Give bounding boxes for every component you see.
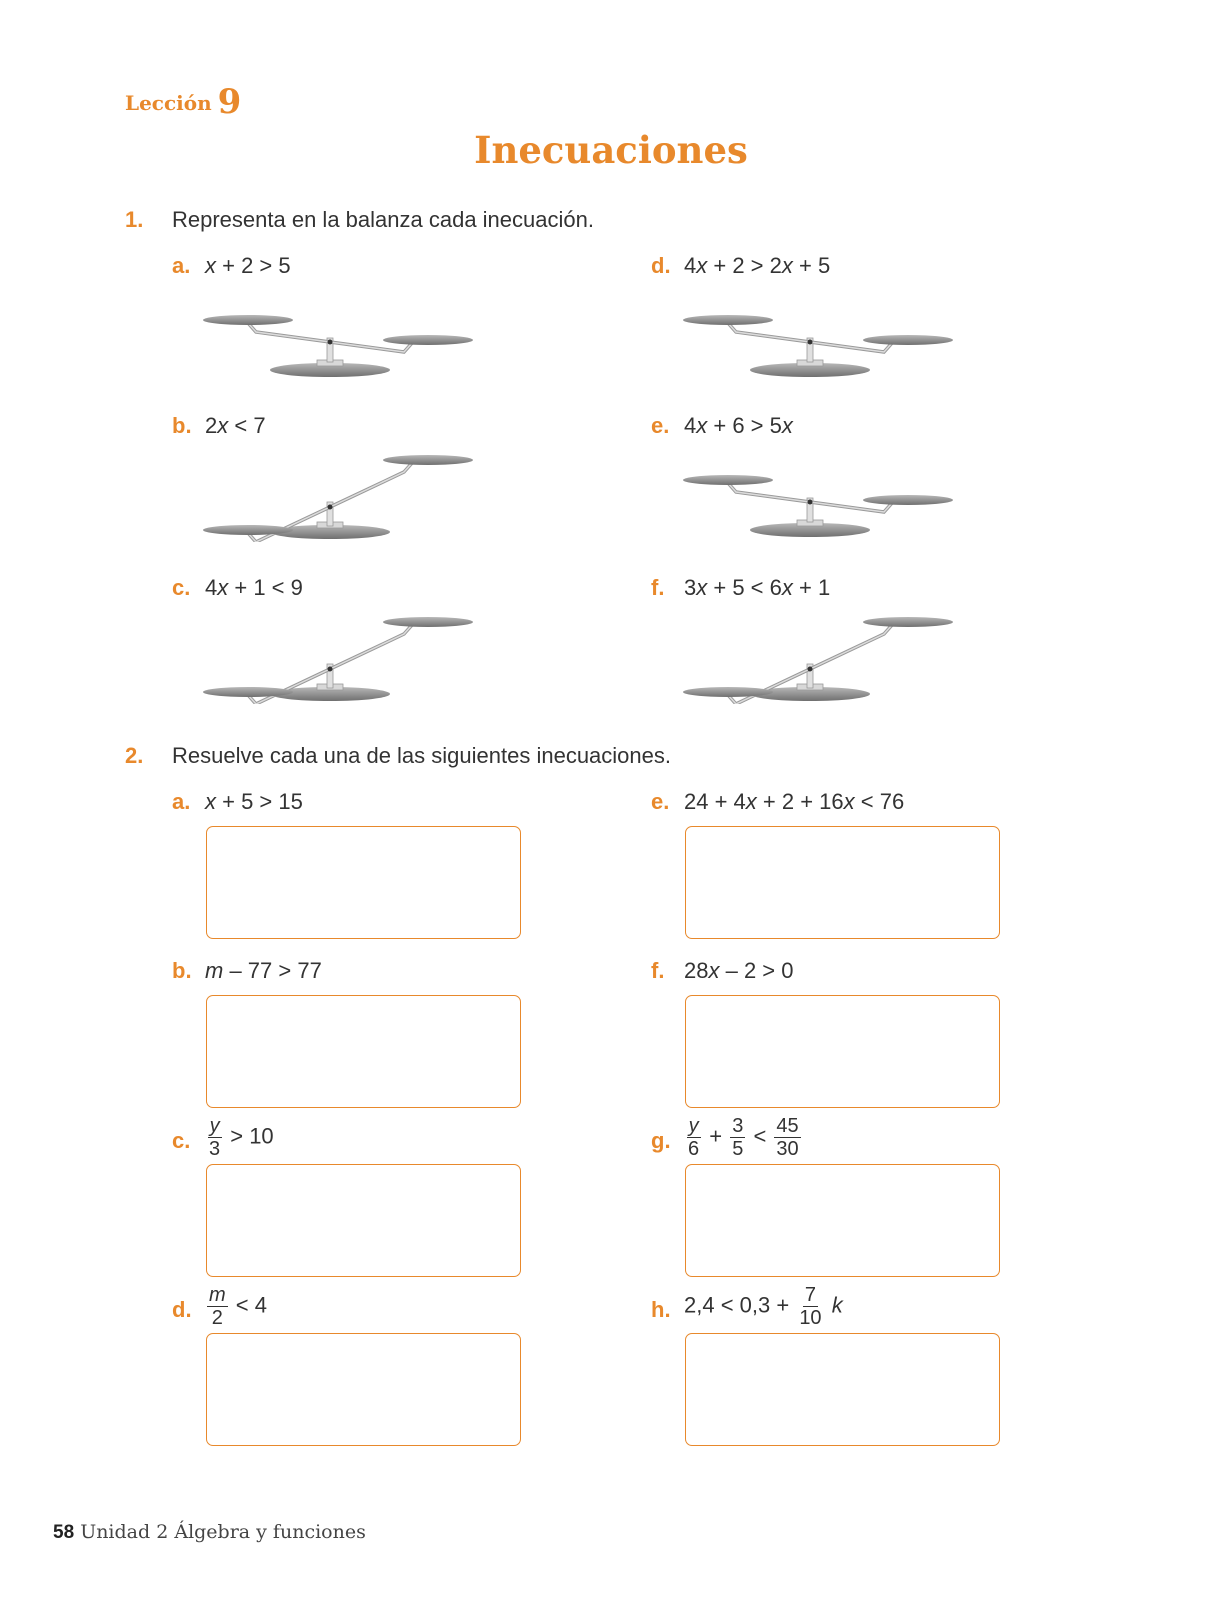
q1-item-inequation: 2x < 7 [205, 413, 266, 438]
question-2-number: 2. [125, 743, 144, 768]
q2-item-inequation: 24 + 4x + 2 + 16x < 76 [684, 789, 905, 814]
q2-item-inequation: x + 5 > 15 [205, 789, 303, 814]
footer-unit: Unidad 2 [80, 1521, 169, 1543]
answer-box[interactable] [206, 1164, 521, 1277]
q1-item-letter: f. [651, 575, 665, 600]
q2-item-letter: g. [651, 1128, 671, 1153]
footer-topic: Álgebra y funciones [174, 1521, 366, 1543]
q2-item-inequation: m – 77 > 77 [205, 958, 322, 983]
q1-item-letter: d. [651, 253, 671, 278]
balance-scale-image [680, 614, 960, 709]
q2-item-inequation: $\frac{m}{2}$ < 4 [209, 1284, 267, 1329]
question-2-text: Resuelve cada una de las siguientes inecuaciones. [172, 743, 671, 768]
balance-scale-image [200, 614, 480, 709]
q2-item-letter: a. [172, 789, 191, 814]
q2-item-letter: f. [651, 958, 665, 983]
q2-item-inequation: 28x – 2 > 0 [684, 958, 794, 983]
q1-item-letter: a. [172, 253, 191, 278]
q2-item-inequation: $\frac{y}{3}$ > 10 [209, 1115, 274, 1160]
q2-item-letter: d. [172, 1297, 192, 1322]
answer-box[interactable] [685, 1164, 1000, 1277]
q1-item-letter: b. [172, 413, 192, 438]
q1-item-inequation: 4x + 2 > 2x + 5 [684, 253, 831, 278]
page-number: 58 [53, 1522, 75, 1543]
lesson-label [125, 82, 241, 122]
q2-item-letter: h. [651, 1297, 671, 1322]
q1-item-letter: e. [651, 413, 670, 438]
q1-item-inequation: 3x + 5 < 6x + 1 [684, 575, 831, 600]
q1-item-inequation: 4x + 6 > 5x [684, 413, 793, 438]
q1-item-inequation: 4x + 1 < 9 [205, 575, 303, 600]
answer-box[interactable] [206, 1333, 521, 1446]
balance-scale-image [200, 452, 480, 547]
q1-item-inequation: x + 2 > 5 [205, 253, 291, 278]
q2-item-inequation: 2,4 < 0,3 + $\frac{7}{10}$ k [684, 1284, 843, 1329]
lesson-number: 9 [217, 82, 242, 122]
q2-item-inequation: $\frac{y}{6}$ + $\frac{3}{5}$ < $\frac{45}{30}$ [688, 1115, 799, 1160]
question-1-number: 1. [125, 207, 144, 232]
answer-box[interactable] [206, 995, 521, 1108]
q1-item-letter: c. [172, 575, 191, 600]
balance-scale-image [680, 292, 960, 387]
balance-scale-image [200, 292, 480, 387]
balance-scale-image [680, 452, 960, 547]
question-1-text: Representa en la balanza cada inecuación. [172, 207, 594, 232]
answer-box[interactable] [685, 1333, 1000, 1446]
answer-box[interactable] [685, 995, 1000, 1108]
page-title: Inecuaciones [474, 128, 748, 172]
q2-item-letter: c. [172, 1128, 191, 1153]
answer-box[interactable] [206, 826, 521, 939]
lesson-word: Lección [125, 91, 212, 115]
q2-item-letter: b. [172, 958, 192, 983]
answer-box[interactable] [685, 826, 1000, 939]
q2-item-letter: e. [651, 789, 670, 814]
page-footer [53, 1521, 366, 1544]
